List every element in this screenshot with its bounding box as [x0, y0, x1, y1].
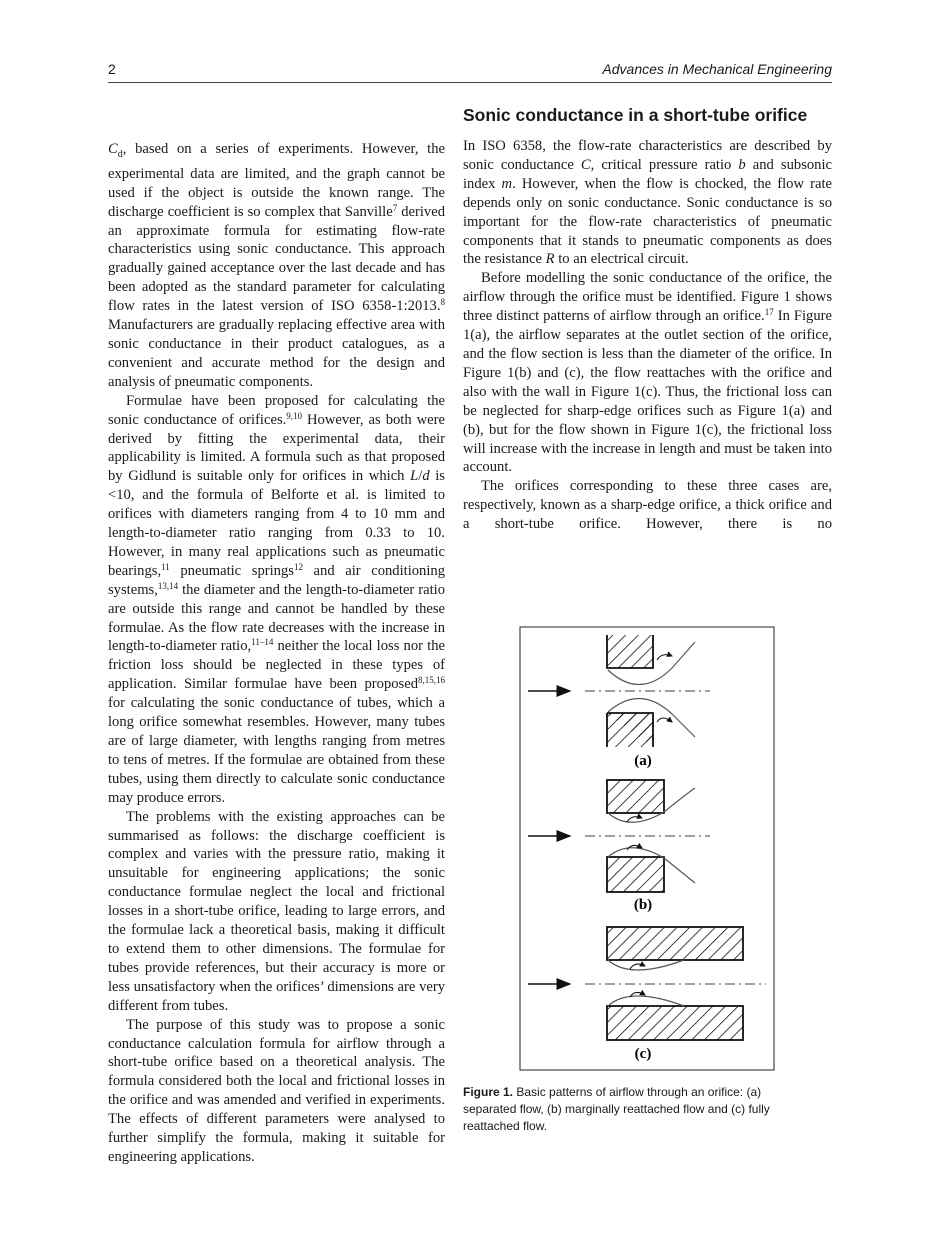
section-heading: Sonic conductance in a short-tube orifice [463, 105, 808, 125]
italic-symbol: d [422, 468, 430, 485]
citation-superscript: 13,14 [157, 580, 179, 591]
italic-symbol: R [545, 251, 555, 268]
right-column-paragraph: The orifices corresponding to these three cases are, respectively, known as a sharp-edge orifice, a thick orifice and a short-tube orifice. However, there is no [463, 478, 832, 533]
figure-frame [520, 627, 774, 1070]
page-number: 2 [108, 61, 116, 77]
caption-label: Figure 1. [463, 1085, 514, 1099]
panel-label-c: (c) [634, 1046, 652, 1062]
right-column-paragraph: In ISO 6358, the flow-rate characteristics are described by sonic conductance C, critical pressure ratio b and subsonic index m. However, when the flow is chocked, the flow rate depends only on sonic conductance. Sonic conductance is so important for the flow-rate characteristics of pneumatic components that it stands to pneumatic components as does the resistance R to an electrical circuit. [463, 138, 833, 268]
subscript: d [117, 148, 123, 160]
citation-superscript: 11–14 [251, 637, 274, 648]
citation-superscript: 11 [161, 561, 170, 572]
left-column-paragraph: Formulae have been proposed for calculating the sonic conductance of orifices.$^{9,10}$ However, as both were derived by fitting the experimental data, their applicability is limited. A formula such as that proposed by Gidlund is suitable only for orifices in which L/d is <10, and the formula of Belforte et al. is limited to orifices with diameters ranging from 4 to 10 mm and length-to-diameter ratio ranging from 0.33 to 10. However, in many real applications such as pneumatic bearings,$^{11}$ pneumatic springs$^{12}$ and air conditioning systems,$^{13,14}$ the diameter and the length-to-diameter ratio are outside this range and cannot be handled by these formulae. As the flow rate decreases with the increase in length-to-diameter ratio,$^{11-14}$ neither the local loss nor the friction loss should be neglected in these types of application. Similar formulae have been proposed$^{8,15,16}$ for calculating the sonic conductance of tubes, which a long orifice somewhat resembles. However, many tubes are of large diameter, with lengths ranging from metres to tens of metres. If the formulae are obtained from these tubes, using them directly to calculate sonic conductance may produce errors. [108, 392, 445, 806]
italic-symbol: L [410, 468, 419, 485]
citation-superscript: 12 [293, 561, 303, 572]
citation-superscript: 17 [764, 307, 774, 318]
panel-c [528, 927, 766, 1040]
citation-superscript: 9,10 [286, 410, 303, 421]
left-column-paragraph: $C_d$, based on a series of experiments. However, the experimental data are limited, and the graph cannot be used if the object is outside the known range. The discharge coefficient is so complex that Sanville$^7$ derived an approximate formula for estimating flow-rate characteristics using sonic conductance. This approach gradually gained acceptance over the last decade and has been adopted as the standard parameter for calculating flow rates in the latest version of ISO 6358-1:2013.$^8$ Manufacturers are gradually replacing effective area with sonic conductance in their product catalogues, as a convenient and accurate method for the design and analysis of pneumatic components. [108, 141, 445, 390]
figure-caption [463, 1084, 803, 1135]
italic-symbol: b [738, 156, 746, 173]
caption-text: Basic patterns of airflow through an orifice: (a) separated flow, (b) marginally reattached flow and (c) fully reattached flow. [463, 1085, 770, 1133]
panel-a [528, 635, 710, 747]
panel-label-b: (b) [633, 897, 653, 913]
citation-superscript: 8,15,16 [418, 675, 445, 686]
panel-label-a: (a) [634, 753, 652, 769]
left-column-paragraph: The purpose of this study was to propose a sonic conductance calculation formula for airflow through a short-tube orifice based on a theoretical analysis. The formula considered both the local and frictional losses in the orifice and was amended and verified in experiments. The effects of different parameters were analysed to further simplify the formula, making it suitable for engineering applications. [108, 1016, 445, 1165]
italic-symbol: C [580, 156, 591, 173]
journal-title: Advances in Mechanical Engineering [602, 61, 832, 77]
italic-symbol: m [501, 175, 513, 192]
right-column-paragraph: Before modelling the sonic conductance of the orifice, the airflow through the orifice must be identified. Figure 1 shows three distinct patterns of airflow through an orifice.$^{17}$ In Figure 1(a), the airflow separates at the outlet section of the orifice, and the flow section is less than the diameter of the orifice. In Figure 1(b) and (c), the flow reattaches with the orifice and also with the wall in Figure 1(c). Thus, the frictional loss can be neglected for sharp-edge orifices such as Figure 1(a) and (b), but for the flow shown in Figure 1(c), the frictional loss will increase with the increase in length and must be taken into account. [463, 270, 832, 476]
panel-b [528, 780, 710, 892]
italic-symbol: C [108, 141, 118, 157]
citation-superscript: 7 [392, 202, 398, 213]
citation-superscript: 8 [440, 297, 445, 308]
left-column-paragraph: The problems with the existing approaches can be summarised as follows: the discharge coefficient is complex and varies with the pressure ratio, making it unsuitable for engineering applications; the sonic conductance formulae neglect the local and frictional losses in a short-tube orifice, leading to large errors, and the formulae lack a theoretical basis, making it difficult to extend them to other dimensions. The formulae for tubes provide references, but their accuracy is more or less unsatisfactory when the orifices’ dimensions are very different from tubes. [108, 808, 445, 1014]
